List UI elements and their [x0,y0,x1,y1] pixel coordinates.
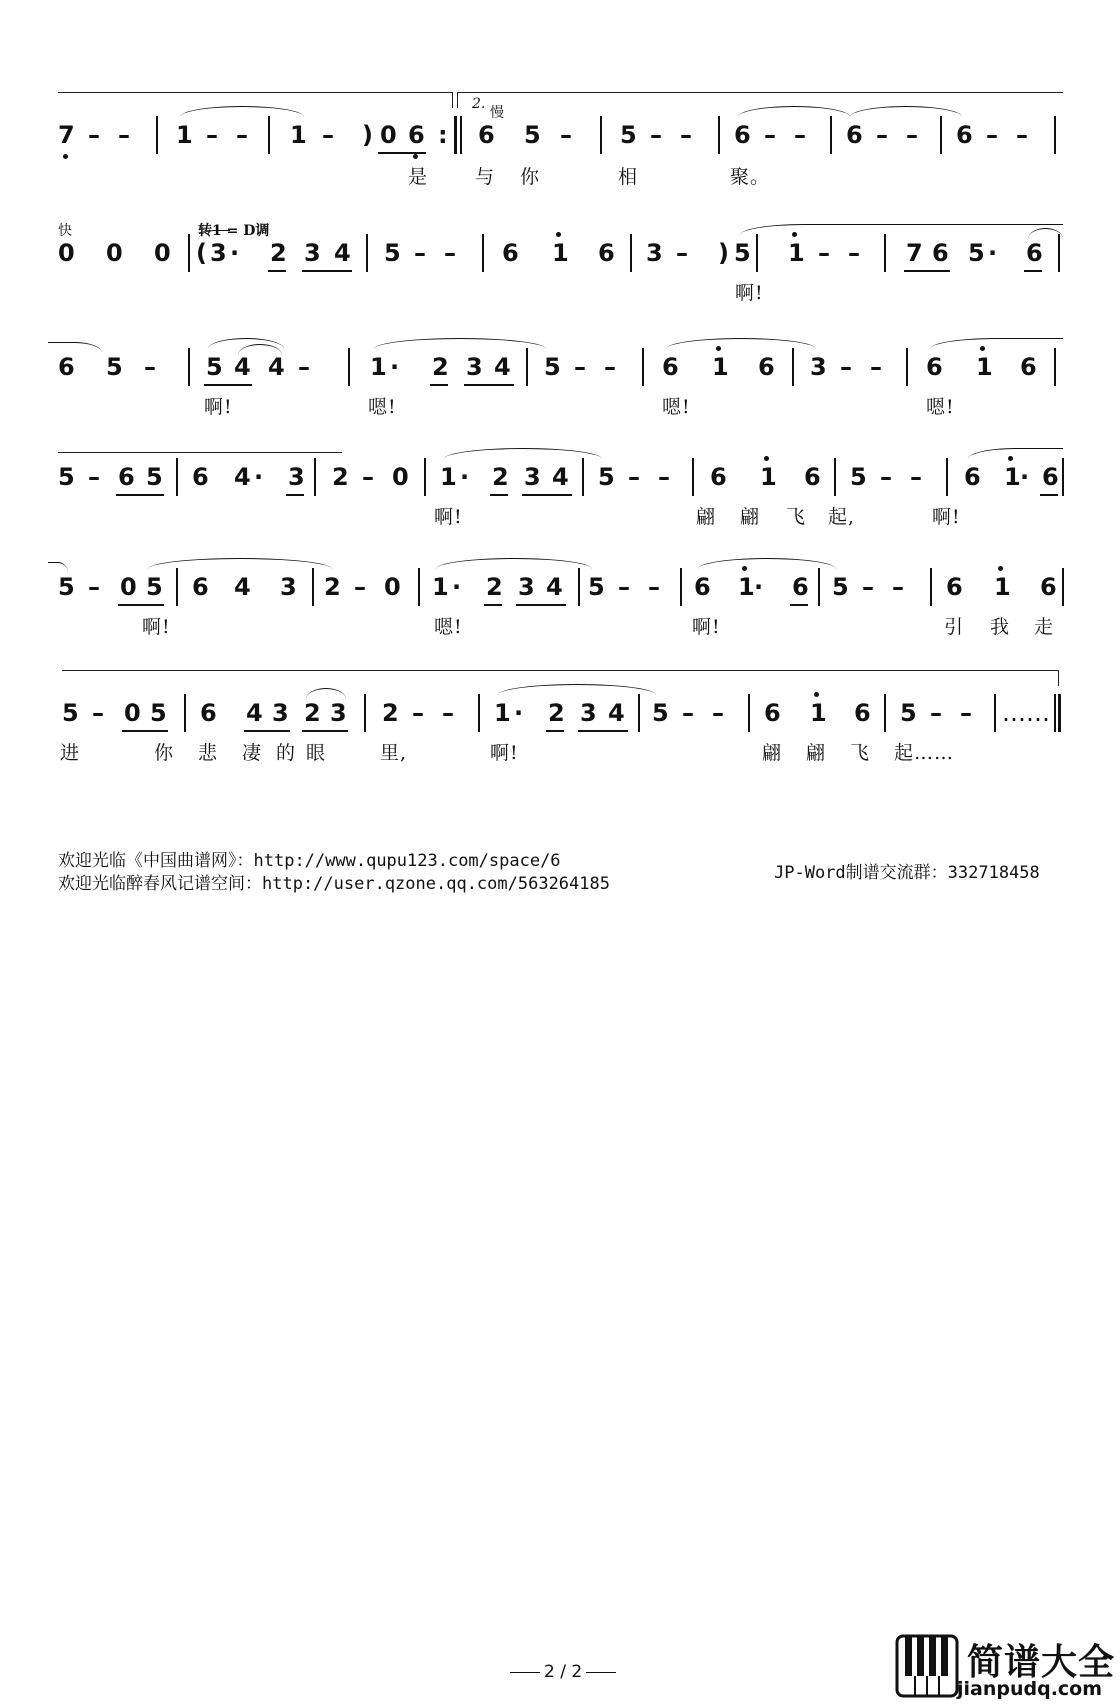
tempo-fast-mark: 快 [58,223,72,239]
phrase-line-6 [62,670,1058,671]
volta-line-2 [457,92,1063,93]
volta-2-mark: 2. [472,96,486,112]
piano-keys-icon [895,1634,959,1698]
site-logo[interactable] [895,1634,1117,1700]
volta-line-1 [58,92,452,93]
phrase-line-4 [58,452,342,453]
logo-title: 简谱大全 [967,1642,1116,1683]
page-number: 2 / 2 [510,1662,616,1682]
key-change-mark: 转1 = D调 [198,223,270,239]
footer-group-info: JP-Word制谱交流群：332718458 [774,863,1040,883]
logo-url: jianpudq.com [957,1678,1103,1700]
tempo-slow-mark: 慢 [490,105,504,121]
footer-qzone-link[interactable]: 欢迎光临醉春风记谱空间：http://user.qzone.qq.com/563264185 [58,874,610,894]
footer-site-link[interactable]: 欢迎光临《中国曲谱网》：http://www.qupu123.com/space/6 [58,851,561,871]
